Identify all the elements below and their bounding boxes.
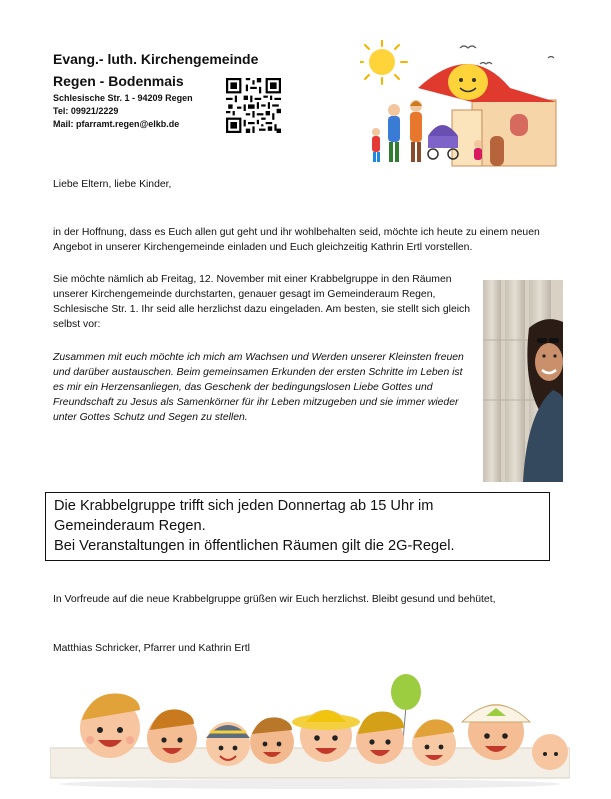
org-address: Schlesische Str. 1 - 94209 Regen <box>53 93 193 103</box>
org-name-line1: Evang.- luth. Kirchengemeinde <box>53 51 259 67</box>
letter-paragraph-1: in der Hoffnung, dass es Euch allen gut geht und ihr wohlbehalten seid, möchte ich heute zu einem neuen Angebot in unserer Kirchengemeinde einladen und Euch gleichzeitig Kathrin Ertl vorstellen. <box>53 227 540 253</box>
notice-line-1: Die Krabbelgruppe trifft sich jeden Donnertag ab 15 Uhr im <box>54 498 434 514</box>
org-email: Mail: pfarramt.regen@elkb.de <box>53 119 180 129</box>
notice-line-3: Bei Veranstaltungen in öffentlichen Räumen gilt die 2G-Regel. <box>54 538 455 554</box>
notice-line-2: Gemeinderaum Regen. <box>54 518 206 534</box>
letter-greeting: Liebe Eltern, liebe Kinder, <box>53 179 172 190</box>
kids-faces-banner-icon <box>50 672 570 790</box>
letter-signature: Matthias Schricker, Pfarrer und Kathrin Ertl <box>53 643 250 654</box>
qr-code-icon <box>226 78 281 133</box>
meeting-notice-box <box>45 492 550 561</box>
portrait-photo-icon <box>483 280 563 482</box>
org-phone: Tel: 09921/2229 <box>53 106 119 116</box>
letter-quote: Zusammen mit euch möchte ich mich am Wachsen und Werden unserer Kleinsten freuen und darüber austauschen. Beim gemeinsamen Erkunden der ersten Schritte im Leben ist es mir ein Herzensanliegen, das Geschenk der bedingungslosen Liebe Gottes und Freundschaft zu Jesus als Samenkörner für ihr Leben mitzugeben und sie immer wieder unter Gottes Schutz und Segen zu stellen. <box>53 352 464 423</box>
letter-paragraph-2: Sie möchte nämlich ab Freitag, 12. November mit einer Krabbelgruppe in den Räumen unserer Kirchengemeinde durchstarten, genauer gesagt im Gemeinderaum Regen, Schlesische Str. 1. Ihr seid alle herzlichst dazu eingeladen. Am besten, sie stellt sich gleich selbst vor: <box>53 274 470 330</box>
org-name-line2: Regen - Bodenmais <box>53 73 184 89</box>
letter-closing: In Vorfreude auf die neue Krabbelgruppe grüßen wir Euch herzlichst. Bleibt gesund und behütet, <box>53 594 496 605</box>
church-family-drawing-icon <box>360 40 560 168</box>
